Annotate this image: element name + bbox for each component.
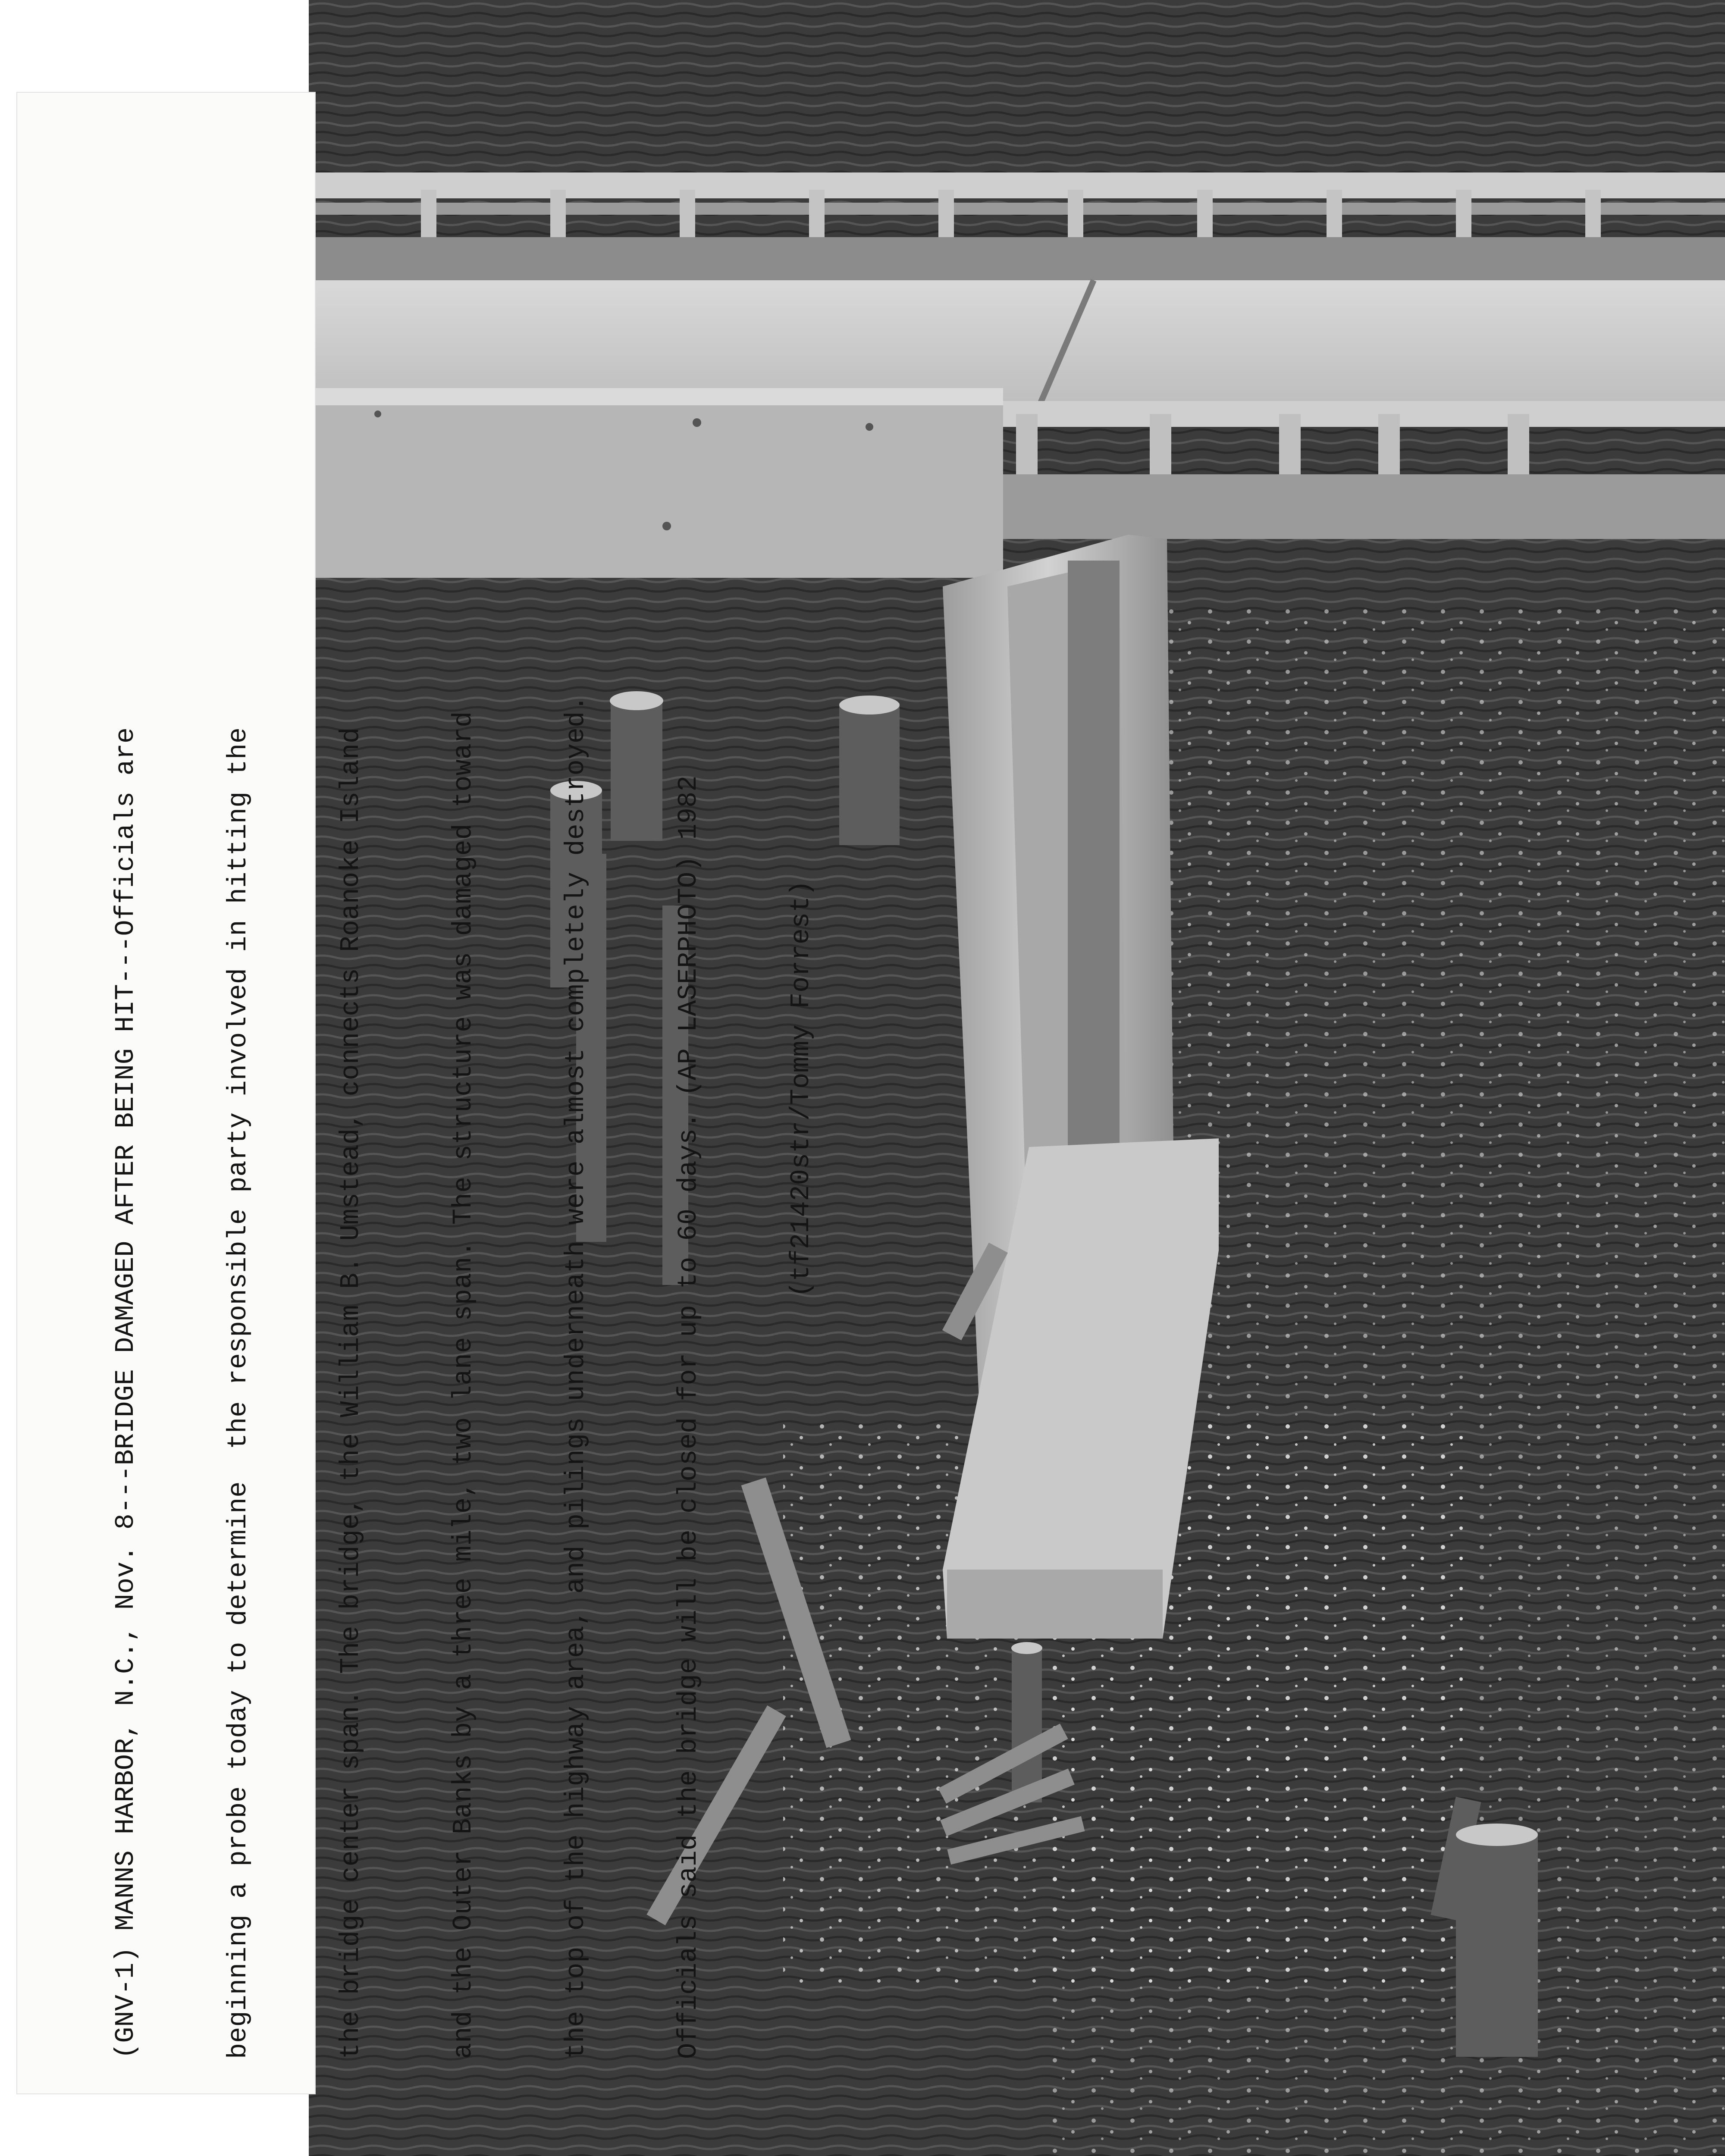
- caption-line-3: the bridge center span. The bridge, the William B. Umstead, connects Roanoke Island: [336, 727, 366, 2059]
- caption-credit-line: (tf21420str/Tommy Forrest): [786, 880, 816, 1297]
- caption-line-1: (GNV-1) MANNS HARBOR, N.C., Nov. 8---BRIDGE DAMAGED AFTER BEING HIT---Officials are: [110, 727, 141, 2059]
- caption-line-6: Officials said the bridge will be closed for up to 60 days. (AP LASERPHOTO) 1982: [673, 775, 704, 2059]
- caption-line-2: beginning a probe today to determine the responsible party involved in hitting the: [223, 727, 254, 2059]
- caption-text-block: [17, 93, 816, 2093]
- caption-line-5: the top of the highway area, and pilings underneath were almost completely destroyed.: [561, 695, 591, 2059]
- caption-line-4: and the Outer Banks by a three mile, two lane span. The structure was damaged toward: [448, 711, 479, 2059]
- caption-slip: [17, 93, 816, 2093]
